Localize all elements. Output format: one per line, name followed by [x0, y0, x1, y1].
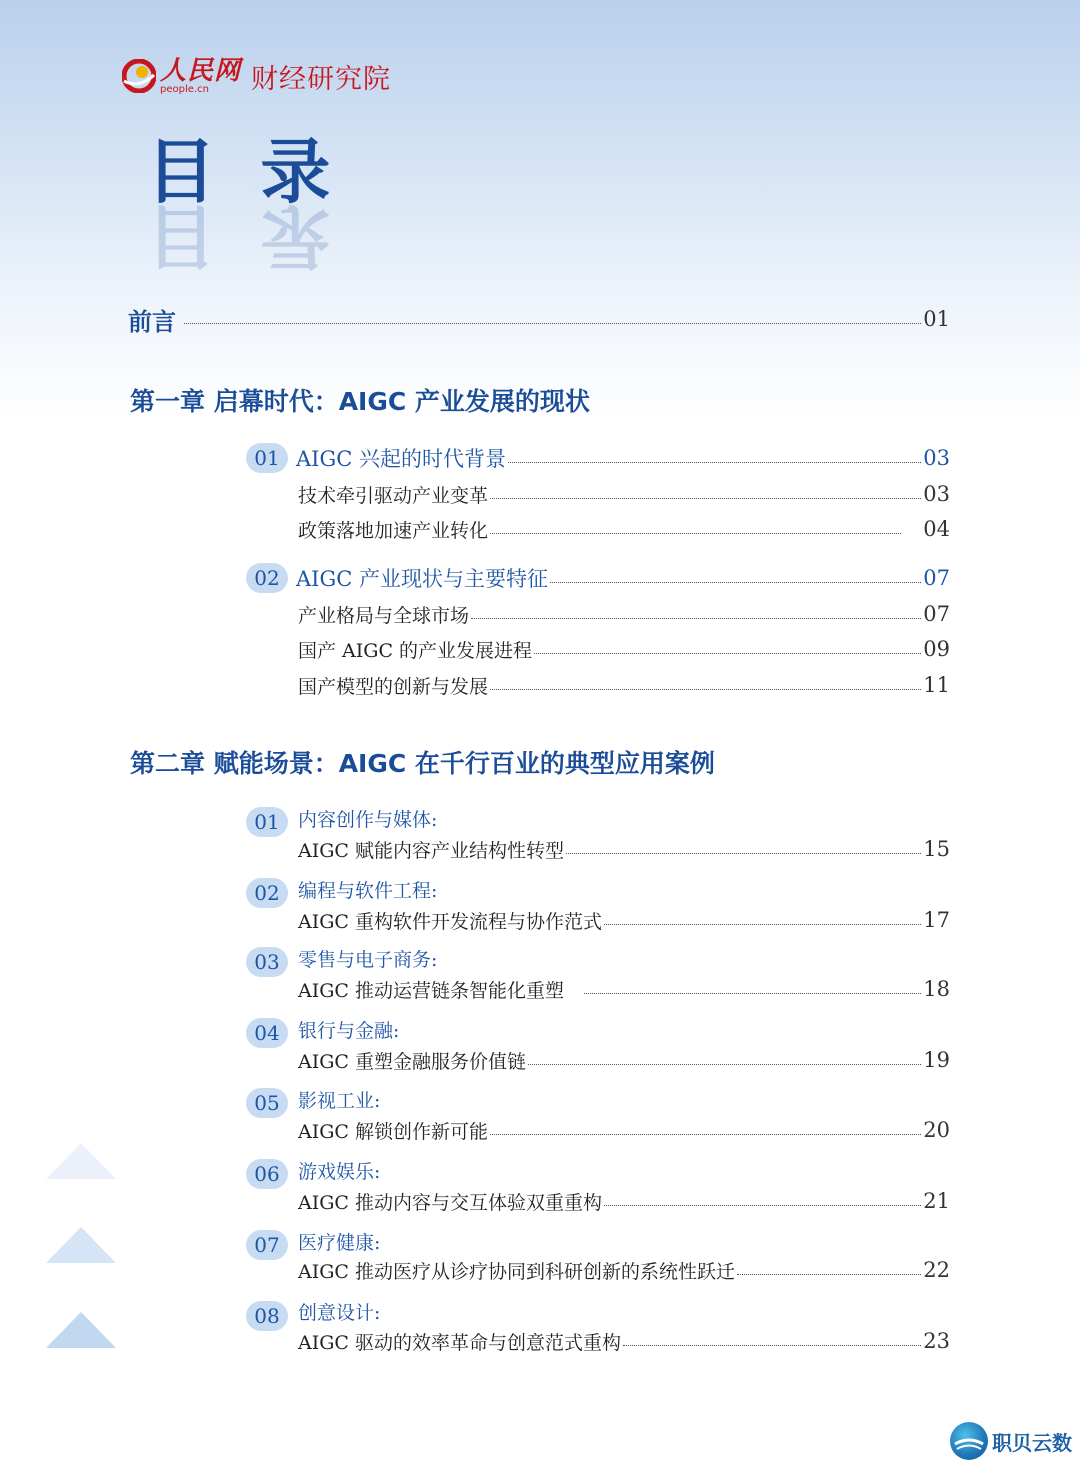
toc-case-label: AIGC 重塑金融服务价值链 [298, 1050, 526, 1073]
toc-case-label: AIGC 解锁创作新可能 [298, 1120, 488, 1143]
watermark-logo-icon [950, 1422, 988, 1460]
dot-leader [490, 498, 921, 499]
watermark [950, 1422, 1072, 1460]
toc-subsection-label: 国产 AIGC 的产业发展进程 [298, 639, 533, 662]
toc-subsection-label: 产业格局与全球市场 [298, 604, 470, 627]
dot-leader [550, 582, 921, 583]
toc-page-number: 21 [923, 1189, 950, 1213]
toc-case-label: AIGC 推动医疗从诊疗协同到科研创新的系统性跃迁 [298, 1260, 735, 1283]
toc-page-number: 03 [923, 482, 950, 506]
dot-leader [508, 462, 921, 463]
toc-case-entry[interactable] [298, 1183, 950, 1219]
toc-page-number: 17 [923, 908, 950, 932]
toc-case-entry[interactable] [298, 902, 950, 938]
case-number-badge: 03 [246, 947, 288, 977]
toc-section[interactable] [296, 560, 950, 596]
case-category: 医疗健康: [298, 1232, 381, 1254]
toc-case-entry[interactable] [298, 971, 950, 1007]
decor-triangle-icon [46, 1227, 116, 1263]
case-number-badge: 07 [246, 1230, 288, 1260]
toc-case-label: AIGC 推动内容与交互体验双重重构 [298, 1191, 602, 1214]
toc-preface[interactable] [128, 301, 950, 337]
toc-case-label: AIGC 推动运营链条智能化重塑 [298, 979, 564, 1002]
toc-page-number: 19 [923, 1048, 950, 1072]
dot-leader [623, 1345, 921, 1346]
toc-page-number: 22 [923, 1258, 950, 1282]
toc-page-number: 09 [923, 637, 950, 661]
case-category: 影视工业: [298, 1090, 381, 1112]
toc-case-entry[interactable] [298, 1323, 950, 1359]
case-number-badge: 06 [246, 1159, 288, 1189]
section-number-badge: 02 [246, 563, 288, 593]
toc-subsection[interactable] [298, 476, 950, 512]
toc-page-number: 20 [923, 1118, 950, 1142]
toc-preface-label: 前言 [128, 307, 176, 336]
institute-name: 财经研究院 [251, 63, 392, 95]
toc-case-entry[interactable] [298, 1042, 950, 1078]
page-title: 目 录 [146, 131, 341, 213]
case-number-badge: 08 [246, 1301, 288, 1331]
toc-section-label: AIGC 兴起的时代背景 [296, 447, 506, 471]
dot-leader [604, 924, 921, 925]
toc-subsection[interactable] [298, 596, 950, 632]
toc-case-entry[interactable] [298, 1112, 950, 1148]
toc-case-entry[interactable] [298, 1252, 950, 1288]
dot-leader [534, 653, 921, 654]
toc-case-label: AIGC 驱动的效率革命与创意范式重构 [298, 1331, 621, 1354]
case-number-badge: 04 [246, 1018, 288, 1048]
dot-leader [737, 1274, 921, 1275]
section-number-badge: 01 [246, 443, 288, 473]
brand-name: 人民网 [160, 55, 242, 86]
chapter-2-title[interactable]: 第二章 赋能场景：AIGC 在千行百业的典型应用案例 [130, 749, 715, 778]
dot-leader [490, 1134, 921, 1135]
decor-triangle-icon [46, 1312, 116, 1348]
case-number-badge: 02 [246, 878, 288, 908]
toc-case-label: AIGC 重构软件开发流程与协作范式 [298, 910, 602, 933]
toc-page-number: 01 [923, 307, 950, 331]
case-category: 游戏娱乐: [298, 1161, 381, 1183]
toc-case-entry[interactable] [298, 831, 950, 867]
watermark-text: 职贝云数 [992, 1430, 1072, 1455]
toc-page-number: 11 [923, 673, 950, 697]
decor-triangle-icon [46, 1143, 116, 1179]
case-category: 零售与电子商务: [298, 949, 438, 971]
dot-leader [604, 1205, 921, 1206]
toc-subsection-label: 技术牵引驱动产业变革 [298, 484, 489, 507]
toc-subsection-label: 政策落地加速产业转化 [298, 519, 489, 542]
toc-section-label: AIGC 产业现状与主要特征 [296, 567, 548, 591]
chapter-1-title[interactable]: 第一章 启幕时代：AIGC 产业发展的现状 [130, 387, 590, 416]
dot-leader [528, 1064, 921, 1065]
toc-page-number: 07 [923, 566, 950, 590]
dot-leader [584, 993, 921, 994]
toc-subsection[interactable] [298, 667, 950, 703]
case-category: 创意设计: [298, 1302, 381, 1324]
toc-subsection[interactable] [298, 631, 950, 667]
dot-leader [184, 323, 921, 324]
case-category: 银行与金融: [298, 1020, 400, 1042]
toc-page-number: 04 [923, 517, 950, 541]
case-category: 内容创作与媒体: [298, 809, 438, 831]
toc-page-number: 15 [923, 837, 950, 861]
dot-leader [471, 618, 921, 619]
toc-page-number: 18 [923, 977, 950, 1001]
toc-page-number: 07 [923, 602, 950, 626]
toc-page-number: 23 [923, 1329, 950, 1353]
toc-subsection-label: 国产模型的创新与发展 [298, 675, 489, 698]
toc-case-label: AIGC 赋能内容产业结构性转型 [298, 839, 564, 862]
brand-domain: people.cn [160, 83, 209, 95]
dot-leader [490, 533, 901, 534]
dot-leader [490, 689, 921, 690]
case-number-badge: 05 [246, 1088, 288, 1118]
dot-leader [566, 853, 921, 854]
page-title-reflection: 目 录 [146, 195, 341, 277]
toc-section[interactable] [296, 440, 950, 476]
toc-subsection[interactable] [298, 511, 950, 547]
case-number-badge: 01 [246, 807, 288, 837]
toc-page-number: 03 [923, 446, 950, 470]
case-category: 编程与软件工程: [298, 880, 438, 902]
